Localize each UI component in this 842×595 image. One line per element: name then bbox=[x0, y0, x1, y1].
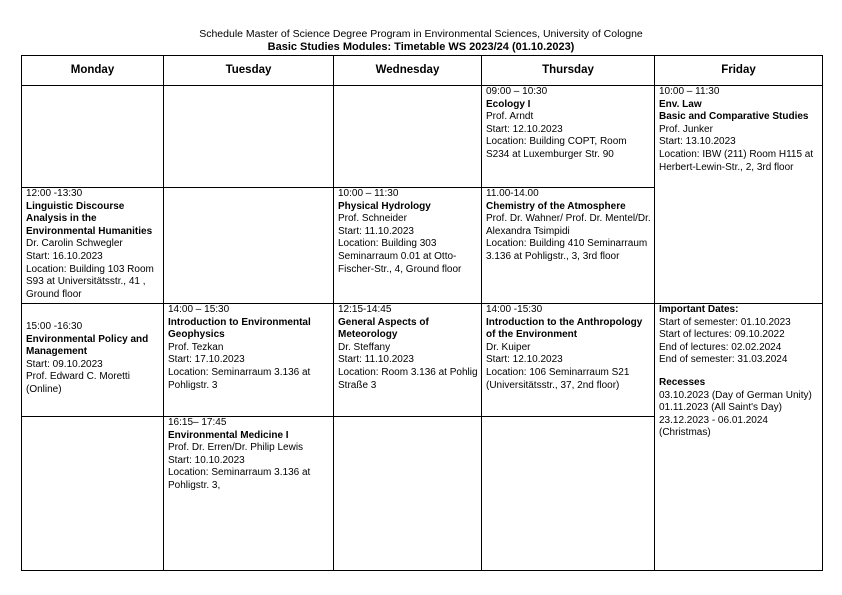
course-time: 09:00 – 10:30 bbox=[486, 86, 548, 97]
header-tuesday: Tuesday bbox=[164, 56, 334, 86]
course-start: Start: 11.10.2023 bbox=[338, 225, 414, 237]
cell-wed-r4 bbox=[334, 417, 482, 571]
course-location: Location: IBW (211) Room H115 at Herbert-Lewin-Str., 2, 3rd floor bbox=[659, 148, 814, 173]
spacer bbox=[659, 367, 820, 377]
date-item: End of semester: 31.03.2024 bbox=[659, 354, 788, 366]
course-lecturer: Prof. Dr. Wahner/ Prof. Dr. Mentel/Dr. Alexandra Tsimpidi bbox=[486, 213, 651, 237]
course-location: Location: Building 303 Seminarraum 0.01 at Otto-Fischer-Str., 4, Ground floor bbox=[338, 238, 462, 275]
course-environmental-medicine bbox=[164, 417, 334, 571]
course-time: 10:00 – 11:30 bbox=[338, 188, 399, 199]
important-dates-heading: Important Dates: bbox=[659, 304, 739, 315]
recess-item: 23.12.2023 - 06.01.2024 (Christmas) bbox=[659, 414, 768, 439]
course-name: Environmental Policy and Management bbox=[26, 333, 149, 358]
course-lecturer: Prof. Arndt bbox=[486, 111, 534, 123]
course-lecturer: Prof. Tezkan bbox=[168, 341, 224, 353]
course-name: Ecology I bbox=[486, 98, 531, 110]
course-location: Location: 106 Seminarraum S21 (Universitätsstr., 37, 2nd floor) bbox=[486, 366, 630, 391]
header-friday: Friday bbox=[655, 56, 823, 86]
recesses-heading: Recesses bbox=[659, 376, 706, 388]
timetable-subtitle: Basic Studies Modules: Timetable WS 2023/24 (01.10.2023) bbox=[267, 41, 575, 53]
important-dates bbox=[655, 304, 823, 571]
course-start: Start: 13.10.2023 bbox=[659, 136, 736, 148]
course-linguistic-discourse bbox=[22, 188, 164, 304]
course-anthropology bbox=[482, 304, 655, 417]
cell-tue-r2 bbox=[164, 188, 334, 304]
course-start: Start: 17.10.2023 bbox=[168, 354, 245, 366]
course-lecturer: Prof. Edward C. Moretti (Online) bbox=[26, 371, 130, 395]
course-chemistry-atmosphere bbox=[482, 188, 655, 304]
course-start: Start: 10.10.2023 bbox=[168, 454, 245, 466]
course-ecology-i bbox=[482, 86, 655, 188]
header-monday: Monday bbox=[22, 56, 164, 86]
course-name: Physical Hydrology bbox=[338, 200, 431, 212]
date-item: End of lectures: 02.02.2024 bbox=[659, 341, 782, 353]
course-time: 11.00-14.00 bbox=[486, 188, 539, 199]
date-item: Start of lectures: 09.10.2022 bbox=[659, 329, 785, 341]
recess-item: 03.10.2023 (Day of German Unity) bbox=[659, 389, 812, 401]
course-name: General Aspects of Meteorology bbox=[338, 316, 429, 341]
course-location: Location: Seminarraum 3.136 at Pohligstr. 3, bbox=[168, 467, 311, 491]
course-start: Start: 11.10.2023 bbox=[338, 354, 414, 366]
course-time: 15:00 -16:30 bbox=[26, 321, 83, 332]
course-name: Linguistic Discourse Analysis in the Environmental Humanities bbox=[26, 200, 153, 237]
course-lecturer: Prof. Schneider bbox=[338, 213, 407, 225]
course-name-sub: Basic and Comparative Studies bbox=[659, 111, 809, 123]
course-name: Introduction to the Anthropology of the Environment bbox=[486, 316, 643, 341]
course-start: Start: 09.10.2023 bbox=[26, 358, 103, 370]
course-time: 12:15-14:45 bbox=[338, 304, 392, 315]
course-time: 14:00 – 15:30 bbox=[168, 304, 230, 315]
course-lecturer: Prof. Dr. Erren/Dr. Philip Lewis bbox=[168, 442, 304, 454]
course-lecturer: Dr. Steffany bbox=[338, 341, 391, 353]
course-lecturer: Dr. Carolin Schwegler bbox=[26, 238, 123, 250]
cell-tue-r1 bbox=[164, 86, 334, 188]
course-location: Location: Building 410 Seminarraum 3.136 at Pohligstr., 3, 3rd floor bbox=[486, 238, 648, 262]
course-lecturer: Prof. Junker bbox=[659, 123, 713, 135]
course-start: Start: 12.10.2023 bbox=[486, 123, 563, 135]
course-name: Environmental Medicine I bbox=[168, 429, 289, 441]
header-thursday: Thursday bbox=[482, 56, 655, 86]
course-location: Location: Building COPT, Room S234 at Luxemburger Str. 90 bbox=[486, 136, 627, 160]
cell-mon-r4 bbox=[22, 417, 164, 571]
course-start: Start: 16.10.2023 bbox=[26, 250, 103, 262]
recess-item: 01.11.2023 (All Saint's Day) bbox=[659, 402, 782, 414]
timetable bbox=[21, 55, 823, 571]
course-location: Location: Seminarraum 3.136 at Pohligstr. 3 bbox=[168, 366, 311, 391]
cell-thu-r4 bbox=[482, 417, 655, 571]
course-time: 12:00 -13:30 bbox=[26, 188, 83, 199]
course-meteorology bbox=[334, 304, 482, 417]
course-name: Introduction to Environmental Geophysics bbox=[168, 316, 311, 341]
course-location: Location: Room 3.136 at Pohlig Straße 3 bbox=[338, 366, 478, 391]
schedule-title: Schedule Master of Science Degree Program in Environmental Sciences, University of Cologne bbox=[199, 28, 643, 40]
course-time: 10:00 – 11:30 bbox=[659, 86, 720, 97]
cell-mon-r1 bbox=[22, 86, 164, 188]
course-lecturer: Dr. Kuiper bbox=[486, 341, 531, 353]
date-item: Start of semester: 01.10.2023 bbox=[659, 316, 791, 328]
course-location: Location: Building 103 Room S93 at Universitätsstr., 41 , Ground floor bbox=[26, 263, 154, 300]
cell-wed-r1 bbox=[334, 86, 482, 188]
course-name: Env. Law bbox=[659, 98, 702, 110]
course-env-law bbox=[655, 86, 823, 304]
header-wednesday: Wednesday bbox=[334, 56, 482, 86]
course-physical-hydrology bbox=[334, 188, 482, 304]
course-start: Start: 12.10.2023 bbox=[486, 354, 563, 366]
course-environmental-policy bbox=[22, 304, 164, 417]
course-environmental-geophysics bbox=[164, 304, 334, 417]
course-name: Chemistry of the Atmosphere bbox=[486, 200, 626, 212]
course-time: 16:15– 17:45 bbox=[168, 417, 227, 428]
course-time: 14:00 -15:30 bbox=[486, 304, 543, 315]
